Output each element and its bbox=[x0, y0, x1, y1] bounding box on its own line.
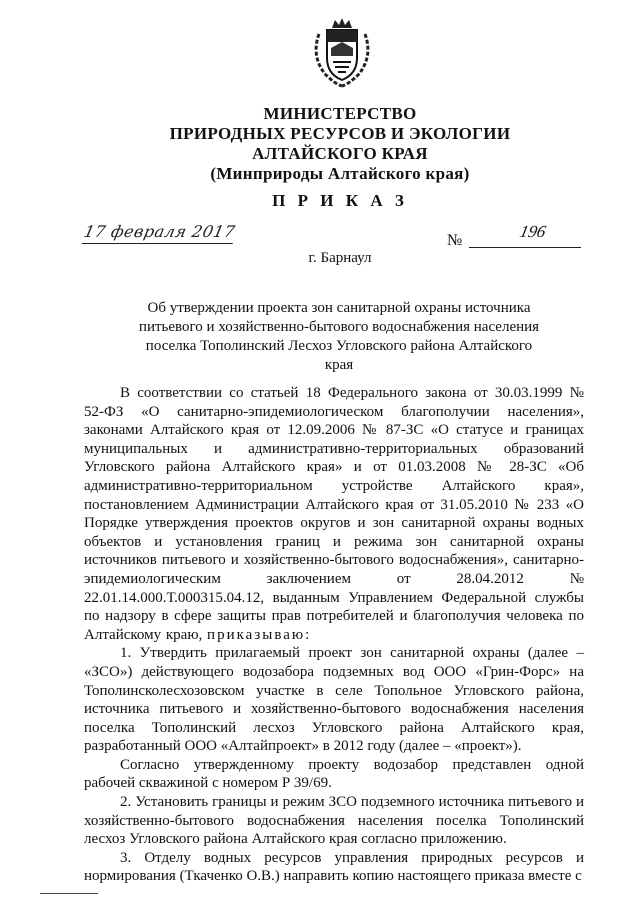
order-title: П Р И К А З bbox=[272, 191, 408, 210]
preamble-text: В соответствии со статьей 18 Федерального закона от 30.03.1999 № 52-ФЗ «О санитарно-эпидемиологическом благополучии населения», законами Алтайского края от 12.09.2006 № 87-ЗС «О статусе и границах муниципальных и административно-территориальных образований Угловского района Алтайского края» и от 01.03.2008 № 28-ЗС «Об административно-территориальном устройстве Алтайского края», постановлением Администрации Алтайского края от 31.05.2010 № 233 «О Порядке утверждения проектов округов и зон санитарной охраны водных объектов и установления границ и режима зон санитарной охраны источников питьевого и хозяйственно-бытового водоснабжения», санитарно-эпидемиологическим заключением от 28.04.2012 № 22.01.14.000.Т.000315.04.12, выданным Управлением Федеральной службы по надзору в сфере защиты прав потребителей и благополучия человека по Алтайскому краю, bbox=[84, 385, 584, 643]
preamble-paragraph bbox=[84, 384, 584, 644]
clause-3-paragraph: 3. Отделу водных ресурсов управления природных ресурсов и нормирования (Ткаченко О.В.) направить копию настоящего приказа вместе с bbox=[84, 849, 584, 885]
clause-1-note-paragraph: Согласно утвержденному проекту водозабор представлен одной рабочей скважиной с номером Р 39/69. bbox=[84, 756, 584, 792]
handwritten-order-number: 196 bbox=[518, 222, 548, 241]
ministry-name-line-3: АЛТАЙСКОГО КРАЯ bbox=[252, 144, 428, 163]
ministry-short-name: (Минприроды Алтайского края) bbox=[210, 164, 470, 183]
city-line: г. Барнаул bbox=[308, 250, 372, 266]
order-number-label: № bbox=[447, 232, 463, 249]
order-body bbox=[84, 384, 584, 886]
order-number-underline bbox=[469, 247, 581, 248]
order-subject: Об утверждении проекта зон санитарной охраны источника питьевого и хозяйственно-бытового водоснабжения населения поселка Тополинский Лесхоз Угловского района Алтайского края bbox=[138, 300, 540, 373]
clause-2-paragraph: 2. Установить границы и режим ЗСО подземного источника питьевого и хозяйственно-бытового водоснабжения населения поселка Тополинский лесхоз Угловского района Алтайского края согласно приложению. bbox=[84, 794, 584, 848]
ministry-name-line-2: ПРИРОДНЫХ РЕСУРСОВ И ЭКОЛОГИИ bbox=[169, 124, 511, 143]
clause-1-paragraph: 1. Утвердить прилагаемый проект зон санитарной охраны (далее – «ЗСО») действующего водозабора подземных вод ООО «Грин-Форс» на Тополинсколесхозовском участке в селе Топольное Угловского района, источника питьевого и хозяйственно-бытового водоснабжения населения поселка Тополинский лесхоз Угловского района Алтайского края, разработанный ООО «Алтайпроект» в 2012 году (далее – «проект»). bbox=[84, 645, 584, 755]
handwritten-date: 17 февраля 2017 bbox=[82, 222, 237, 244]
ministry-name-line-1: МИНИСТЕРСТВО bbox=[263, 104, 417, 123]
footer-rule bbox=[40, 893, 98, 894]
coat-of-arms-emblem bbox=[307, 16, 377, 88]
command-word: приказываю: bbox=[207, 626, 312, 643]
